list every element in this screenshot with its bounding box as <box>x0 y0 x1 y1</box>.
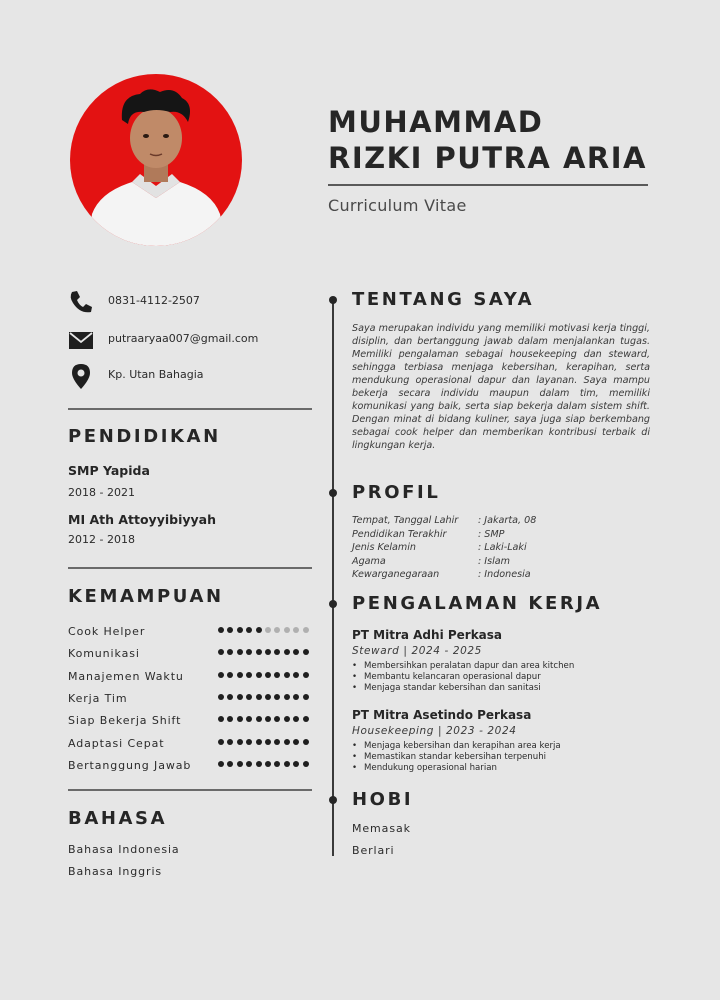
hobby-item: Memasak <box>352 822 411 835</box>
rating-dot <box>256 761 262 767</box>
rating-dot <box>303 627 309 633</box>
skill-rating <box>218 649 316 657</box>
rating-dot <box>265 694 271 700</box>
rating-dot <box>227 761 233 767</box>
timeline-line <box>332 300 334 856</box>
name-line-2: RIZKI PUTRA ARIA <box>328 141 647 175</box>
rating-dot <box>293 649 299 655</box>
hobbies-title: HOBI <box>352 789 414 810</box>
mail-icon <box>68 327 94 353</box>
name-line-1: MUHAMMAD <box>328 105 544 139</box>
profile-row <box>352 569 652 582</box>
rating-dot <box>293 627 299 633</box>
map-pin-icon <box>68 363 94 389</box>
skill-row <box>68 669 316 685</box>
profile-key: Agama <box>352 555 386 567</box>
experience-title: PENGALAMAN KERJA <box>352 593 603 614</box>
rating-dot <box>284 694 290 700</box>
rating-dot <box>274 761 280 767</box>
education-school: MI Ath Attoyyibiyyah <box>68 512 216 527</box>
rating-dot <box>256 649 262 655</box>
skill-label: Bertanggung Jawab <box>68 758 192 772</box>
timeline-bullet <box>329 796 337 804</box>
language-item: Bahasa Inggris <box>68 865 163 878</box>
skill-row <box>68 624 316 640</box>
rating-dot <box>246 649 252 655</box>
rating-dot <box>237 649 243 655</box>
rating-dot <box>293 716 299 722</box>
rating-dot <box>237 694 243 700</box>
divider <box>68 789 312 791</box>
rating-dot <box>246 694 252 700</box>
rating-dot <box>303 694 309 700</box>
profile-row <box>352 529 652 542</box>
skill-rating <box>218 672 316 680</box>
rating-dot <box>218 761 224 767</box>
rating-dot <box>303 761 309 767</box>
rating-dot <box>227 694 233 700</box>
job-duty-text: Menjaga kebersihan dan kerapihan area kerja <box>364 741 561 751</box>
email-text: putraaryaa007@gmail.com <box>108 332 259 345</box>
about-text: Saya merupakan individu yang memiliki motivasi kerja tinggi, disiplin, dan bertanggung jawab dalam menjalankan tugas. Memiliki pengalaman sebagai housekeeping dan steward, sehingga terbiasa menjaga kebersihan, kerapihan, serta mendukung operasional dapur dan layanan. Saya mampu bekerja secara individu maupun dalam tim, memiliki komunikasi yang baik, serta siap bekerja dalam sistem shift. Dengan minat di bidang kuliner, saya juga siap berkembang sebagai cook helper dan memberikan kontribusi terbaik di lingkungan kerja. <box>352 323 650 451</box>
rating-dot <box>284 761 290 767</box>
profile-photo <box>70 74 242 246</box>
profile-key: Kewarganegaraan <box>352 569 440 580</box>
rating-dot <box>303 649 309 655</box>
rating-dot <box>256 694 262 700</box>
contact-phone <box>68 289 328 315</box>
rating-dot <box>227 739 233 745</box>
rating-dot <box>265 739 271 745</box>
full-name <box>328 104 668 176</box>
skill-label: Kerja Tim <box>68 691 128 705</box>
education-school: SMP Yapida <box>68 463 150 478</box>
profile-key: Tempat, Tanggal Lahir <box>352 515 459 526</box>
rating-dot <box>284 627 290 633</box>
rating-dot <box>293 694 299 700</box>
divider <box>68 567 312 569</box>
rating-dot <box>274 716 280 722</box>
skill-row <box>68 736 316 752</box>
rating-dot <box>227 627 233 633</box>
phone-icon <box>68 289 94 315</box>
skills-title: KEMAMPUAN <box>68 586 224 607</box>
profile-value: : Islam <box>478 555 510 567</box>
job-duty-text: Menjaga standar kebersihan dan sanitasi <box>364 683 541 693</box>
rating-dot <box>237 739 243 745</box>
rating-dot <box>246 672 252 678</box>
about-title: TENTANG SAYA <box>352 289 535 310</box>
profile-value: : Jakarta, 08 <box>478 515 537 526</box>
skill-label: Cook Helper <box>68 625 146 638</box>
skill-rating <box>218 716 316 724</box>
rating-dot <box>218 716 224 722</box>
rating-dot <box>274 694 280 700</box>
phone-text: 0831-4112-2507 <box>108 294 200 307</box>
skill-rating <box>218 694 316 702</box>
rating-dot <box>303 716 309 722</box>
timeline-bullet <box>329 489 337 497</box>
divider <box>68 408 312 410</box>
rating-dot <box>218 649 224 655</box>
rating-dot <box>293 672 299 678</box>
profile-title: PROFIL <box>352 482 441 503</box>
profile-row <box>352 556 652 569</box>
language-item: Bahasa Indonesia <box>68 843 180 856</box>
profile-key: Pendidikan Terakhir <box>352 528 447 540</box>
rating-dot <box>293 761 299 767</box>
rating-dot <box>303 672 309 678</box>
skill-label: Manajemen Waktu <box>68 669 184 683</box>
rating-dot <box>256 739 262 745</box>
rating-dot <box>284 716 290 722</box>
job-role: Housekeeping | 2023 - 2024 <box>352 725 517 737</box>
profile-value: : SMP <box>478 528 505 540</box>
skill-row <box>68 646 316 662</box>
education-title: PENDIDIKAN <box>68 426 221 447</box>
job-duty-text: Mendukung operasional harian <box>364 763 497 773</box>
job-company: PT Mitra Asetindo Perkasa <box>352 708 532 722</box>
education-years: 2012 - 2018 <box>68 533 135 546</box>
job-role: Steward | 2024 - 2025 <box>352 645 482 657</box>
rating-dot <box>237 716 243 722</box>
rating-dot <box>246 739 252 745</box>
rating-dot <box>265 761 271 767</box>
contact-address <box>68 363 328 389</box>
profile-row <box>352 542 652 555</box>
profile-value: : Indonesia <box>478 569 531 580</box>
skill-row <box>68 691 316 707</box>
skill-rating <box>218 761 316 769</box>
rating-dot <box>256 672 262 678</box>
rating-dot <box>265 649 271 655</box>
rating-dot <box>227 716 233 722</box>
rating-dot <box>246 716 252 722</box>
timeline-bullet <box>329 296 337 304</box>
rating-dot <box>293 739 299 745</box>
timeline-bullet <box>329 600 337 608</box>
job-duty-text: Membantu kelancaran operasional dapur <box>364 672 541 682</box>
profile-row <box>352 515 652 528</box>
languages-title: BAHASA <box>68 808 168 829</box>
skill-rating <box>218 627 316 635</box>
rating-dot <box>274 627 280 633</box>
rating-dot <box>284 672 290 678</box>
skill-label: Komunikasi <box>68 647 140 661</box>
rating-dot <box>256 716 262 722</box>
rating-dot <box>218 672 224 678</box>
rating-dot <box>274 739 280 745</box>
rating-dot <box>265 627 271 633</box>
rating-dot <box>274 649 280 655</box>
rating-dot <box>265 716 271 722</box>
contact-email <box>68 327 328 353</box>
rating-dot <box>218 694 224 700</box>
rating-dot <box>246 627 252 633</box>
job-duty-text: Memastikan standar kebersihan terpenuhi <box>364 752 547 762</box>
skill-label: Siap Bekerja Shift <box>68 714 182 728</box>
skill-label: Adaptasi Cepat <box>68 736 165 750</box>
skill-row <box>68 758 316 774</box>
hobby-item: Berlari <box>352 844 395 857</box>
rating-dot <box>237 761 243 767</box>
rating-dot <box>237 672 243 678</box>
skill-rating <box>218 739 316 747</box>
address-text: Kp. Utan Bahagia <box>108 368 204 381</box>
skill-row <box>68 713 316 729</box>
rating-dot <box>227 649 233 655</box>
rating-dot <box>227 672 233 678</box>
job-company: PT Mitra Adhi Perkasa <box>352 628 503 642</box>
profile-value: : Laki-Laki <box>478 542 527 553</box>
rating-dot <box>284 739 290 745</box>
rating-dot <box>274 672 280 678</box>
subtitle: Curriculum Vitae <box>328 196 467 215</box>
rating-dot <box>284 649 290 655</box>
job-duty-text: Membersihkan peralatan dapur dan area kitchen <box>364 661 575 671</box>
profile-key: Jenis Kelamin <box>352 542 417 553</box>
rating-dot <box>237 627 243 633</box>
rating-dot <box>256 627 262 633</box>
rating-dot <box>246 761 252 767</box>
rating-dot <box>218 627 224 633</box>
rating-dot <box>265 672 271 678</box>
rating-dot <box>303 739 309 745</box>
rating-dot <box>218 739 224 745</box>
name-divider <box>328 184 648 186</box>
education-years: 2018 - 2021 <box>68 486 135 499</box>
